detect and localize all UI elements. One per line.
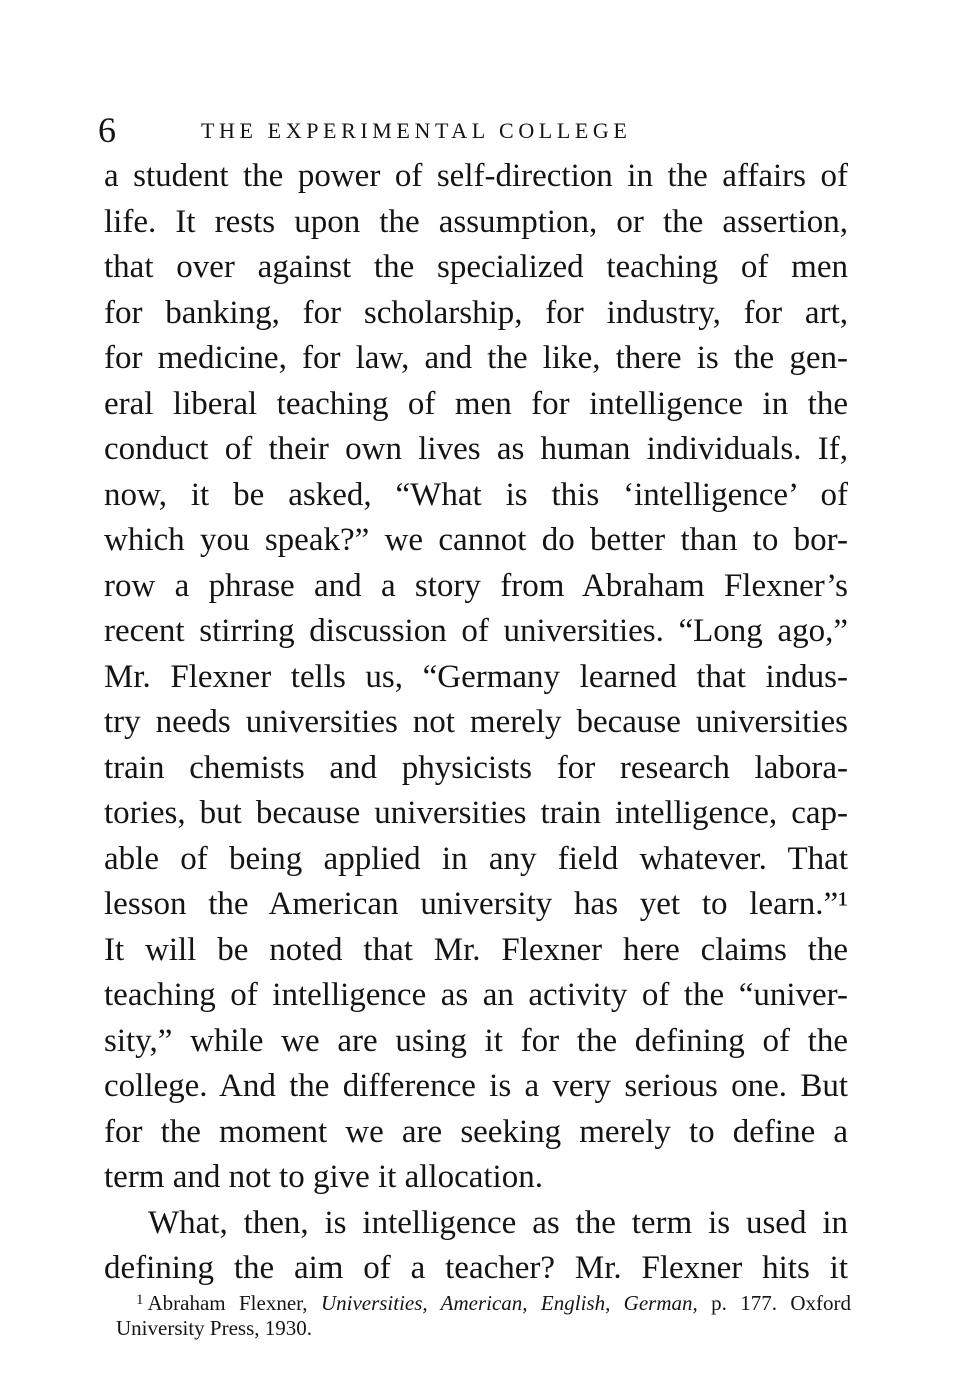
text-line: college. And the difference is a very serious one. But xyxy=(104,1068,848,1104)
text-line: train chemists and physicists for research labora- xyxy=(104,749,848,786)
footnote-continuation: University Press, 1930. xyxy=(116,1316,312,1340)
text-line: now, it be asked, “What is this ‘intelligence’ of xyxy=(104,476,848,513)
footnote xyxy=(116,1286,851,1342)
text-line: Mr. Flexner tells us, “Germany learned that indus- xyxy=(104,658,848,695)
text-line: life. It rests upon the assumption, or the assertion, xyxy=(104,203,848,240)
text-line: conduct of their own lives as human individuals. If, xyxy=(104,431,848,467)
paragraph-last-line: term and not to give it allocation. xyxy=(104,1159,543,1195)
footnote-title: Universities, American, English, German, xyxy=(320,1291,698,1315)
footnote-marker: 1 xyxy=(136,1292,144,1308)
text-line: for medicine, for law, and the like, there is the gen- xyxy=(104,340,848,376)
text-line: sity,” while we are using it for the defining of the xyxy=(104,1022,848,1059)
running-head: THE EXPERIMENTAL COLLEGE xyxy=(201,118,632,143)
footnote-author: Abraham Flexner, xyxy=(147,1291,308,1315)
paragraph-first-line: What, then, is intelligence as the term is used in xyxy=(148,1204,848,1241)
page-number: 6 xyxy=(98,110,116,150)
text-line: for the moment we are seeking merely to define a xyxy=(104,1113,848,1150)
page-header xyxy=(98,108,858,152)
text-line: recent stirring discussion of universities. “Long ago,” xyxy=(104,613,848,649)
text-line: It will be noted that Mr. Flexner here claims the xyxy=(104,931,848,968)
text-line: able of being applied in any field whatever. That xyxy=(104,840,848,877)
text-line: lesson the American university has yet to learn.”¹ xyxy=(104,886,848,922)
text-line: for banking, for scholarship, for industry, for art, xyxy=(104,294,848,331)
text-line: try needs universities not merely because universities xyxy=(104,704,848,740)
text-line: row a phrase and a story from Abraham Flexner’s xyxy=(104,567,848,604)
body-text xyxy=(104,154,848,1292)
footnote-page-ref: p. 177. Oxford xyxy=(711,1291,852,1315)
text-line: that over against the specialized teaching of men xyxy=(104,249,848,285)
footnote-line xyxy=(116,1286,851,1314)
text-line: eral liberal teaching of men for intelligence in the xyxy=(104,385,848,422)
text-line: which you speak?” we cannot do better than to bor- xyxy=(104,522,848,558)
text-line: defining the aim of a teacher? Mr. Flexner hits it xyxy=(104,1250,848,1286)
text-line: tories, but because universities train intelligence, cap- xyxy=(104,795,848,831)
text-line: a student the power of self-direction in the affairs of xyxy=(104,158,848,194)
text-line: teaching of intelligence as an activity of the “univer- xyxy=(104,977,848,1013)
